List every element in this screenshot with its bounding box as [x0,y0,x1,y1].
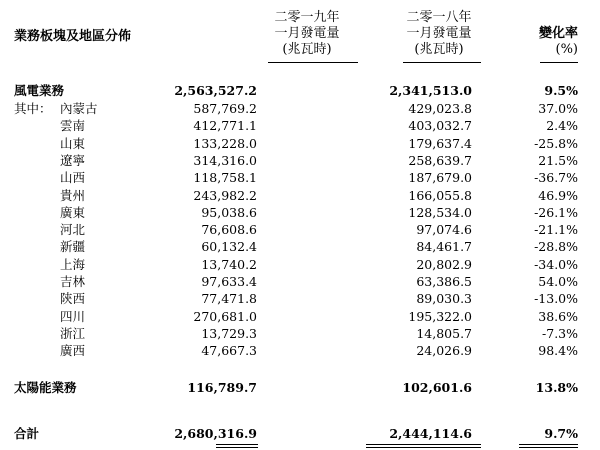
region-row [0,256,600,274]
region-2018-value: 195,322.0 [408,308,472,324]
wind-row [0,82,600,100]
region-name: 遼寧 [60,152,86,168]
region-row [0,221,600,239]
col-change-header: 變化率 [538,26,578,41]
col-change-underline [540,62,578,63]
region-change-value: 46.9% [538,187,578,203]
total-2019-double-underline-top [216,444,258,445]
region-name: 內蒙古 [60,101,98,116]
total-change-value: 9.7% [544,426,578,441]
region-2019-value: 587,769.2 [193,101,257,116]
region-prefix: 其中： [14,101,52,116]
region-row [0,169,600,187]
region-name: 河北 [60,222,86,238]
region-name: 新疆 [60,239,86,255]
region-row [0,308,600,326]
solar-2018-value: 102,601.6 [402,380,472,395]
region-change-value: -21.1% [534,222,578,238]
region-2018-value: 179,637.4 [408,135,472,151]
col-2019-underline [268,62,358,63]
region-row [0,204,600,222]
region-row [0,100,600,118]
region-name: 吉林 [60,274,86,289]
col-2019-header-line2: 一月發電量 [274,26,340,41]
col-2018-unit: (兆瓦時) [414,42,464,57]
region-name: 陝西 [60,291,86,307]
solar-2019-value: 116,789.7 [187,380,257,395]
region-2018-value: 89,030.3 [416,291,472,307]
region-2019-value: 118,758.1 [193,170,257,186]
region-name: 貴州 [60,187,86,203]
region-2019-value: 97,633.4 [201,274,257,289]
region-change-value: -13.0% [534,291,578,307]
segment-column-header: 業務板塊及地區分佈 [14,29,132,44]
region-name: 雲南 [60,118,86,134]
region-change-value: -28.8% [534,239,578,255]
region-2018-value: 166,055.8 [408,187,472,203]
wind-label: 風電業務 [14,83,65,98]
solar-change-value: 13.8% [535,380,578,395]
region-2019-value: 243,982.2 [193,187,257,203]
region-name: 四川 [60,308,86,324]
region-row [0,152,600,170]
total-2019-value: 2,680,316.9 [174,426,257,441]
region-change-value: -26.1% [534,204,578,220]
region-2018-value: 24,026.9 [416,343,472,359]
region-row [0,135,600,153]
solar-row [0,379,600,397]
wind-2019-value: 2,563,527.2 [174,83,257,98]
region-2018-value: 97,074.6 [416,222,472,238]
region-2018-value: 187,679.0 [408,170,472,186]
region-row [0,273,600,291]
total-2018-double-underline-top [366,444,481,445]
solar-label: 太陽能業務 [14,380,77,395]
region-2018-value: 258,639.7 [408,152,472,168]
region-row [0,290,600,308]
region-change-value: 98.4% [538,343,578,359]
region-name: 山西 [60,170,86,186]
region-2019-value: 47,667.3 [201,343,257,359]
region-change-value: 37.0% [538,101,578,116]
region-change-value: -36.7% [534,170,578,186]
region-name: 上海 [60,256,86,272]
region-change-value: -7.3% [542,325,578,341]
wind-change-value: 9.5% [544,83,578,98]
region-row [0,325,600,343]
region-2019-value: 314,316.0 [193,152,257,168]
total-2018-value: 2,444,114.6 [389,426,472,441]
col-2019-unit: (兆瓦時) [282,42,332,57]
col-2018-header-line2: 一月發電量 [406,26,472,41]
col-2018-header-line1: 二零一八年 [406,10,472,25]
region-change-value: -25.8% [534,135,578,151]
region-row [0,117,600,135]
col-2019-header-line1: 二零一九年 [274,10,340,25]
region-change-value: 54.0% [538,274,578,289]
region-change-value: 21.5% [538,152,578,168]
total-row [0,425,600,443]
total-label: 合計 [14,426,40,441]
total-change-double-underline-top [519,444,578,445]
region-2019-value: 13,729.3 [201,325,257,341]
total-2018-double-underline-bottom [366,447,481,448]
region-row [0,238,600,256]
region-2019-value: 60,132.4 [201,239,257,255]
col-2018-underline [403,62,481,63]
region-2019-value: 77,471.8 [201,291,257,307]
region-2018-value: 14,805.7 [416,325,472,341]
region-2018-value: 128,534.0 [408,204,472,220]
region-change-value: 2.4% [546,118,578,134]
total-2019-double-underline-bottom [216,447,258,448]
region-name: 廣東 [60,204,86,220]
region-change-value: 38.6% [538,308,578,324]
region-2018-value: 20,802.9 [416,256,472,272]
region-2018-value: 403,032.7 [408,118,472,134]
region-row [0,187,600,205]
region-2019-value: 412,771.1 [193,118,257,134]
col-change-unit: (%) [555,42,578,57]
wind-2018-value: 2,341,513.0 [389,83,472,98]
region-name: 廣西 [60,343,86,359]
region-row [0,342,600,360]
region-2018-value: 429,023.8 [408,101,472,116]
region-2018-value: 84,461.7 [416,239,472,255]
region-name: 浙江 [60,325,86,341]
region-2019-value: 13,740.2 [201,256,257,272]
region-2019-value: 270,681.0 [193,308,257,324]
region-2019-value: 133,228.0 [193,135,257,151]
region-2019-value: 95,038.6 [201,204,257,220]
region-2018-value: 63,386.5 [416,274,472,289]
total-change-double-underline-bottom [519,447,578,448]
region-name: 山東 [60,135,86,151]
region-2019-value: 76,608.6 [201,222,257,238]
region-change-value: -34.0% [534,256,578,272]
